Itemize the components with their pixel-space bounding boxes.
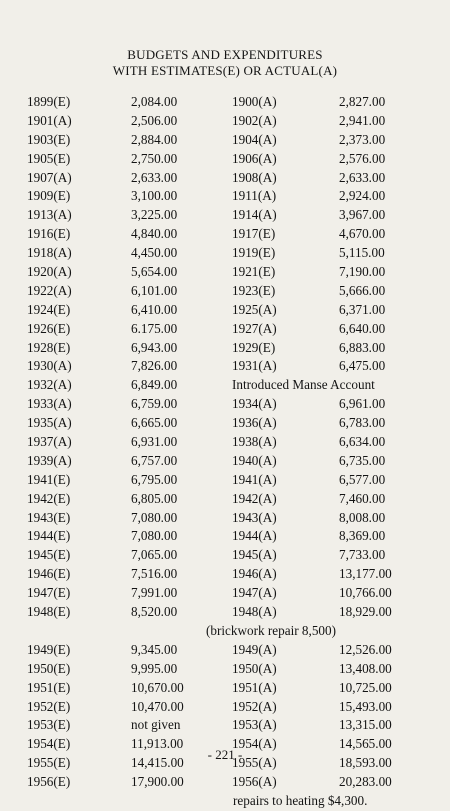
table-row (0, 584, 450, 603)
table-row (0, 187, 450, 206)
amount-left: 2,750.00 (131, 150, 178, 166)
table-row (0, 244, 450, 263)
year-right: 1954(A) (232, 736, 277, 752)
year-left: 1901(A) (27, 112, 72, 128)
table-row (0, 490, 450, 509)
table-row (0, 660, 450, 679)
year-left: 1939(A) (27, 452, 72, 468)
amount-right: 13,408.00 (339, 660, 392, 676)
table-row (0, 263, 450, 282)
year-left: 1946(E) (27, 566, 71, 582)
amount-left: 6,759.00 (131, 396, 178, 412)
amount-left: 6,795.00 (131, 471, 178, 487)
amount-right: 20,283.00 (339, 774, 392, 790)
year-right: 1943(A) (232, 509, 277, 525)
amount-right: 10,766.00 (339, 585, 392, 601)
amount-right: 2,576.00 (339, 150, 386, 166)
year-left: 1928(E) (27, 339, 71, 355)
year-left: 1949(E) (27, 641, 71, 657)
table-row (0, 131, 450, 150)
amount-left: 6,665.00 (131, 415, 178, 431)
year-right: 1902(A) (232, 112, 277, 128)
year-left: 1913(A) (27, 207, 72, 223)
amount-left: 6,757.00 (131, 452, 178, 468)
amount-left: 14,415.00 (131, 755, 184, 771)
amount-right: 6,634.00 (339, 434, 386, 450)
amount-right: 4,670.00 (339, 226, 386, 242)
amount-left: 3,225.00 (131, 207, 178, 223)
year-right: 1927(A) (232, 320, 277, 336)
amount-left: 4,450.00 (131, 245, 178, 261)
year-right: 1942(A) (232, 490, 277, 506)
table-row (0, 773, 450, 792)
amount-right: 13,177.00 (339, 566, 392, 582)
amount-left: 7,080.00 (131, 509, 178, 525)
amount-left: 10,470.00 (131, 698, 184, 714)
table-row (0, 395, 450, 414)
amount-left: not given (131, 717, 181, 733)
table-row (0, 433, 450, 452)
amount-left: 6,849.00 (131, 377, 178, 393)
amount-left: 7,080.00 (131, 528, 178, 544)
table-row (0, 698, 450, 717)
year-right: 1917(E) (232, 226, 276, 242)
year-left: 1926(E) (27, 320, 71, 336)
year-left: 1943(E) (27, 509, 71, 525)
year-left: 1947(E) (27, 585, 71, 601)
table-row (0, 509, 450, 528)
amount-right: 7,460.00 (339, 490, 386, 506)
table-row (0, 414, 450, 433)
amount-right: 2,827.00 (339, 94, 386, 109)
year-right: 1904(A) (232, 131, 277, 147)
amount-left: 7,516.00 (131, 566, 178, 582)
amount-right: 6,883.00 (339, 339, 386, 355)
year-right: 1951(A) (232, 679, 277, 695)
amount-left: 7,826.00 (131, 358, 178, 374)
year-right: 1949(A) (232, 641, 277, 657)
table-row (0, 357, 450, 376)
year-right: 1944(A) (232, 528, 277, 544)
year-right: 1940(A) (232, 452, 277, 468)
year-right: 1906(A) (232, 150, 277, 166)
year-left: 1909(E) (27, 188, 71, 204)
year-right: 1908(A) (232, 169, 277, 185)
budget-table (0, 93, 450, 811)
amount-right: 5,666.00 (339, 282, 386, 298)
table-row (0, 169, 450, 188)
year-left: 1937(A) (27, 434, 72, 450)
amount-right: 6,735.00 (339, 452, 386, 468)
table-row (0, 546, 450, 565)
page-number: - 221 - (207, 747, 243, 762)
amount-right: 6,640.00 (339, 320, 386, 336)
year-right: 1941(A) (232, 471, 277, 487)
year-right: 1948(A) (232, 604, 277, 620)
year-right: 1929(E) (232, 339, 276, 355)
table-row (0, 112, 450, 131)
amount-right: 15,493.00 (339, 698, 392, 714)
year-right: 1953(A) (232, 717, 277, 733)
page-title-line-2: WITH ESTIMATES(E) OR ACTUAL(A) (112, 63, 338, 78)
year-right: 1931(A) (232, 358, 277, 374)
amount-left: 10,670.00 (131, 679, 184, 695)
table-row (0, 792, 450, 811)
amount-right: 18,593.00 (339, 755, 392, 771)
year-left: 1948(E) (27, 604, 71, 620)
year-left: 1956(E) (27, 774, 71, 790)
year-left: 1955(E) (27, 755, 71, 771)
amount-right: 2,941.00 (339, 112, 386, 128)
amount-right: 3,967.00 (339, 207, 386, 223)
amount-right: 6,577.00 (339, 471, 386, 487)
year-left: 1944(E) (27, 528, 71, 544)
year-left: 1920(A) (27, 264, 72, 280)
year-left: 1935(A) (27, 415, 72, 431)
amount-left: 7,991.00 (131, 585, 178, 601)
year-right: 1955(A) (232, 755, 277, 771)
table-row (0, 225, 450, 244)
table-row (0, 301, 450, 320)
year-right: 1938(A) (232, 434, 277, 450)
year-right: 1936(A) (232, 415, 277, 431)
page-title-line-1: BUDGETS AND EXPENDITURES (127, 47, 323, 62)
year-right: 1945(A) (232, 547, 277, 563)
table-row (0, 565, 450, 584)
year-right: 1921(E) (232, 264, 276, 280)
year-left: 1954(E) (27, 736, 71, 752)
table-row (0, 716, 450, 735)
table-row (0, 679, 450, 698)
table-row (0, 282, 450, 301)
year-right: 1923(E) (232, 282, 276, 298)
year-left: 1899(E) (27, 94, 71, 109)
amount-left: 6,943.00 (131, 339, 178, 355)
year-left: 1924(E) (27, 301, 71, 317)
year-right: 1947(A) (232, 585, 277, 601)
year-left: 1932(A) (27, 377, 72, 393)
amount-right: 18,929.00 (339, 604, 392, 620)
amount-right: 8,008.00 (339, 509, 386, 525)
amount-right: 6,371.00 (339, 301, 386, 317)
table-row (0, 150, 450, 169)
year-left: 1930(A) (27, 358, 72, 374)
amount-left: 2,506.00 (131, 112, 178, 128)
amount-left: 6,931.00 (131, 434, 178, 450)
amount-left: 9,345.00 (131, 641, 178, 657)
amount-left: 6,410.00 (131, 301, 178, 317)
amount-left: 6.175.00 (131, 320, 178, 336)
year-left: 1905(E) (27, 150, 71, 166)
year-right: 1950(A) (232, 660, 277, 676)
amount-right: 10,725.00 (339, 679, 392, 695)
table-row (0, 603, 450, 622)
year-left: 1907(A) (27, 169, 72, 185)
amount-right: 5,115.00 (339, 245, 385, 261)
year-left: 1953(E) (27, 717, 71, 733)
amount-left: 6,101.00 (131, 282, 178, 298)
table-row (0, 93, 450, 112)
amount-right: 6,475.00 (339, 358, 386, 374)
amount-left: 11,913.00 (131, 736, 184, 752)
table-row (0, 206, 450, 225)
amount-right: 14,565.00 (339, 736, 392, 752)
amount-right: 2,633.00 (339, 169, 386, 185)
amount-left: 2,084.00 (131, 94, 178, 109)
table-note: (brickwork repair 8,500) (206, 622, 336, 638)
year-left: 1933(A) (27, 396, 72, 412)
table-row (0, 527, 450, 546)
year-right: 1934(A) (232, 396, 277, 412)
year-left: 1941(E) (27, 471, 71, 487)
year-right: 1911(A) (232, 188, 277, 204)
year-left: 1942(E) (27, 490, 71, 506)
amount-right: 6,961.00 (339, 396, 386, 412)
amount-right: 7,190.00 (339, 264, 386, 280)
table-note: repairs to heating $4,300. (233, 792, 368, 808)
amount-right: 2,373.00 (339, 131, 386, 147)
amount-right: 2,924.00 (339, 188, 386, 204)
amount-left: 17,900.00 (131, 774, 184, 790)
year-right: 1952(A) (232, 698, 277, 714)
amount-left: 4,840.00 (131, 226, 178, 242)
table-row (0, 452, 450, 471)
amount-left: 9,995.00 (131, 660, 178, 676)
table-row (0, 471, 450, 490)
year-left: 1945(E) (27, 547, 71, 563)
table-row (0, 622, 450, 641)
amount-left: 3,100.00 (131, 188, 178, 204)
year-right: 1956(A) (232, 774, 277, 790)
table-row (0, 376, 450, 395)
year-right: 1919(E) (232, 245, 276, 261)
amount-right: 13,315.00 (339, 717, 392, 733)
amount-right: 12,526.00 (339, 641, 392, 657)
table-row (0, 320, 450, 339)
amount-left: 2,633.00 (131, 169, 178, 185)
year-right: 1946(A) (232, 566, 277, 582)
table-row (0, 339, 450, 358)
year-right: 1900(A) (232, 94, 277, 109)
year-left: 1916(E) (27, 226, 71, 242)
year-left: 1951(E) (27, 679, 71, 695)
amount-left: 2,884.00 (131, 131, 178, 147)
amount-right: 6,783.00 (339, 415, 386, 431)
year-right: 1914(A) (232, 207, 277, 223)
amount-right: 8,369.00 (339, 528, 386, 544)
amount-left: 7,065.00 (131, 547, 178, 563)
amount-left: 5,654.00 (131, 264, 178, 280)
amount-left: 6,805.00 (131, 490, 178, 506)
year-right: Introduced Manse Account (232, 377, 375, 393)
year-left: 1952(E) (27, 698, 71, 714)
year-left: 1903(E) (27, 131, 71, 147)
year-right: 1925(A) (232, 301, 277, 317)
year-left: 1918(A) (27, 245, 72, 261)
year-left: 1950(E) (27, 660, 71, 676)
amount-left: 8,520.00 (131, 604, 178, 620)
year-left: 1922(A) (27, 282, 72, 298)
amount-right: 7,733.00 (339, 547, 386, 563)
table-row (0, 641, 450, 660)
